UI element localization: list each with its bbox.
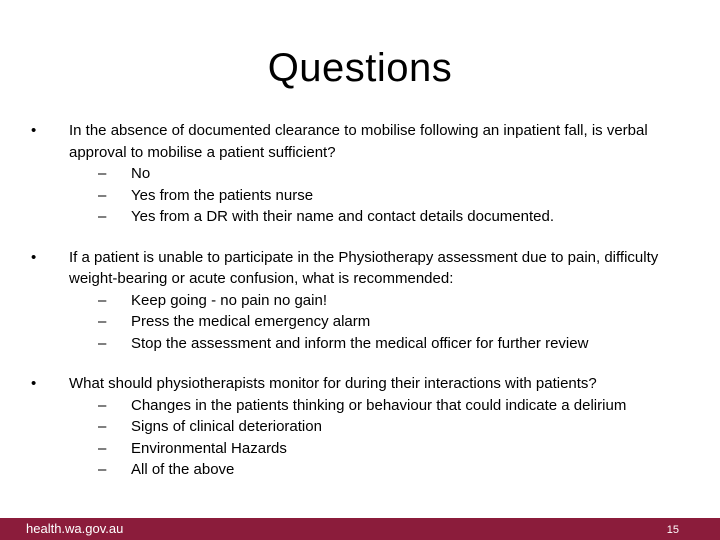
bullet-icon: •: [31, 375, 37, 392]
dash-icon: –: [98, 439, 107, 457]
option-item: [98, 438, 668, 460]
question-text: In the absence of documented clearance to mobilise following an inpatient fall, is verbal approval to mobilise a patient sufficient?: [69, 122, 648, 161]
option-text: Yes from a DR with their name and contact details documented.: [131, 208, 555, 225]
dash-icon: –: [98, 396, 107, 414]
option-text: Yes from the patients nurse: [131, 186, 314, 204]
option-text: Signs of clinical deterioration: [131, 418, 322, 435]
dash-icon: –: [98, 334, 107, 352]
option-item: [98, 206, 668, 228]
option-text: Press the medical emergency alarm: [131, 313, 371, 330]
question-list: [28, 120, 668, 500]
option-text: Environmental Hazards: [131, 439, 287, 457]
option-item: [98, 333, 668, 355]
option-list: [69, 290, 668, 355]
bullet-icon: •: [31, 248, 37, 266]
question-text: What should physiotherapists monitor for during their interactions with patients?: [69, 375, 597, 392]
slide-title: Questions: [267, 46, 453, 90]
footer-url: health.wa.gov.au: [26, 521, 124, 536]
dash-icon: –: [98, 313, 107, 330]
option-item: [98, 290, 668, 312]
dash-icon: –: [98, 461, 107, 478]
dash-icon: –: [98, 165, 107, 182]
option-text: All of the above: [131, 461, 235, 478]
dash-icon: –: [98, 418, 107, 435]
option-list: [69, 163, 668, 228]
option-item: [98, 163, 668, 185]
dash-icon: –: [98, 291, 107, 309]
option-item: [98, 416, 668, 438]
dash-icon: –: [98, 208, 107, 225]
bullet-icon: •: [31, 122, 37, 139]
question-item: [28, 120, 668, 228]
option-text: Changes in the patients thinking or behaviour that could indicate a delirium: [131, 396, 627, 414]
option-item: [98, 459, 668, 481]
question-item: [28, 247, 668, 355]
option-item: [98, 311, 668, 333]
question-text: If a patient is unable to participate in the Physiotherapy assessment due to pain, difficulty weight-bearing or acute confusion, what is recommended:: [69, 248, 659, 287]
option-list: [69, 395, 668, 481]
footer-bar: [0, 518, 720, 540]
question-item: [28, 373, 668, 481]
page-number: 15: [666, 524, 679, 536]
option-text: Stop the assessment and inform the medical officer for further review: [131, 334, 589, 352]
option-item: [98, 185, 668, 207]
option-item: [98, 395, 668, 417]
option-text: Keep going - no pain no gain!: [131, 291, 327, 309]
dash-icon: –: [98, 186, 107, 204]
option-text: No: [131, 165, 151, 182]
